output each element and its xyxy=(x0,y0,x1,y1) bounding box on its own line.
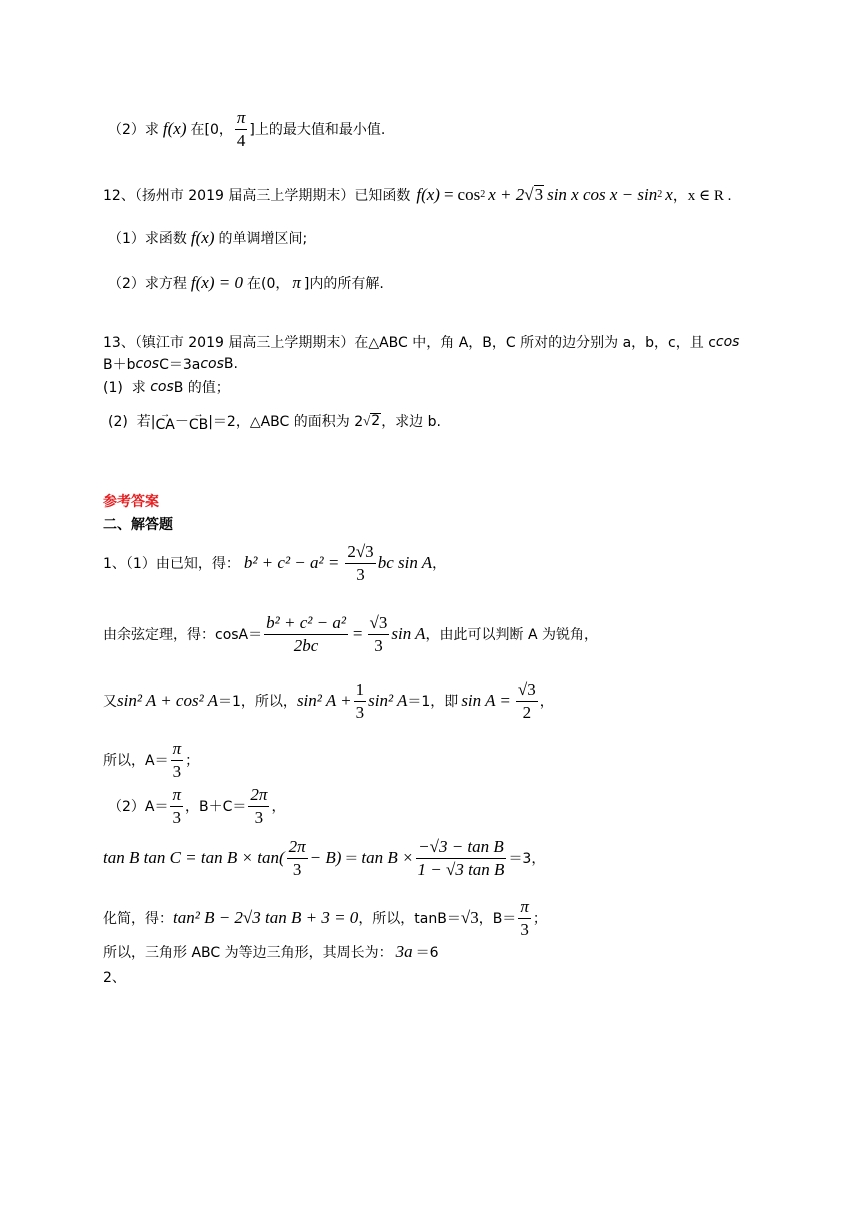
q12-part1: （1）求函数 f(x) 的单调增区间; xyxy=(108,228,308,247)
q13-part2: (2) 若| → CA － → CB |＝2，△ABC 的面积为 2 √ 2 ，求边 b. xyxy=(108,409,441,433)
frac-cosine-law: $\frac{\text{b² + c² − a²}}{2bc}$ xyxy=(266,613,346,655)
answer1-line8: 所以，三角形 ABC 为等边三角形，其周长为： 3a ＝6 xyxy=(103,942,439,961)
q13-stem-line1: 13、（镇江市 2019 届高三上学期期末）在△ABC 中，角 A，B，C 所对的边分别为 a，b，c，且 c cos xyxy=(103,334,740,351)
sqrt-2: √ 2 xyxy=(363,412,381,429)
q12-part2: （2）求方程 f(x) = 0 在(0， π ]内的所有解. xyxy=(108,273,384,292)
answer1-line4: 所以，A＝ $\frac{\pi}{3}$ ； xyxy=(103,739,200,781)
q11-fx: f(x) xyxy=(162,119,187,139)
answer1-line2: 由余弦定理，得：cosA＝ $\frac{\text{b² + c² − a²}}{2bc}$ = $\frac{√3}{3}$ sin A ，由此可以判断 A 为锐角， xyxy=(103,613,599,655)
q12-sqrt3: √ 3 xyxy=(524,184,544,204)
frac-pi-over-3-b: $\frac{\pi}{3}$ xyxy=(172,785,182,827)
q12-stem: 12、（扬州市 2019 届高三上学期期末）已知函数 f(x) = cos 2 x + 2 √ 3 sin x cos x − sin 2 x ，x ∈ R . xyxy=(103,184,732,204)
answers-title: 参考答案 xyxy=(103,494,159,510)
frac-pi-over-3: $\frac{\pi}{3}$ xyxy=(172,739,182,781)
q12-head: 12、（扬州市 2019 届高三上学期期末）已知函数 xyxy=(103,187,411,204)
answers-section: 二、解答题 xyxy=(103,517,173,533)
answer1-line1: 1、（1）由已知，得： b² + c² − a² = $\frac{2√3}{3}$ bc sin A ， xyxy=(103,542,447,584)
q11-fraction: $\frac{\pi}{4}$ xyxy=(236,108,246,150)
answer2-label: 2、 xyxy=(103,970,126,986)
q11-suffix: ]上的最大值和最小值. xyxy=(249,122,386,139)
answer1-line3: 又 sin² A + cos² A ＝1，所以， sin² A + $\frac{1}{3}$ sin² A ＝1，即 sin A = $\frac{√3}{2}$ ， xyxy=(103,680,554,722)
vector-cb: → CB xyxy=(188,409,209,433)
answer1-line7: 化简，得： tan² B − 2√3 tan B + 3 = 0 ，所以，tanB＝ √3 ，B＝ $\frac{\pi}{3}$ ； xyxy=(103,897,547,939)
frac-2pi-over-3-b: $\frac{2\pi}{3}$ xyxy=(288,837,306,879)
q11-part2-prefix: （2）求 xyxy=(108,122,159,139)
vector-ca: → CA xyxy=(155,409,175,433)
answer1-line6: tan B tan C = tan B × tan( $\frac{2\pi}{3}$ − B) ＝ tan B × $\frac{\text{−√3 − tan B}}{\text{1 − √3 tan B}}$ ＝3， xyxy=(103,837,546,879)
q11-part2 xyxy=(108,109,385,150)
q11-mid: 在[0， xyxy=(190,122,233,139)
frac-1-over-3: $\frac{1}{3}$ xyxy=(355,680,365,722)
frac-tan-sum: $\frac{\text{−√3 − tan B}}{\text{1 − √3 tan B}}$ xyxy=(417,837,505,879)
q12-fx: f(x) xyxy=(416,184,440,204)
frac-pi-over-3-c: $\frac{\pi}{3}$ xyxy=(520,897,529,939)
frac-2pi-over-3: $\frac{2\pi}{3}$ xyxy=(250,785,268,827)
q13-part1: (1) 求 cos B 的值； xyxy=(103,379,230,396)
frac-sqrt3-over-2: $\frac{√3}{2}$ xyxy=(517,680,536,722)
frac-sqrt3-over-3: $\frac{√3}{3}$ xyxy=(369,613,388,655)
answer1-line5: （2）A＝ $\frac{\pi}{3}$ ，B＋C＝ $\frac{2\pi}{3}$ ， xyxy=(108,785,286,827)
q13-stem-line2: B＋b cos C＝3a cos B. xyxy=(103,356,238,373)
frac-2sqrt3-over-3: $\frac{2√3}{3}$ xyxy=(347,542,374,584)
